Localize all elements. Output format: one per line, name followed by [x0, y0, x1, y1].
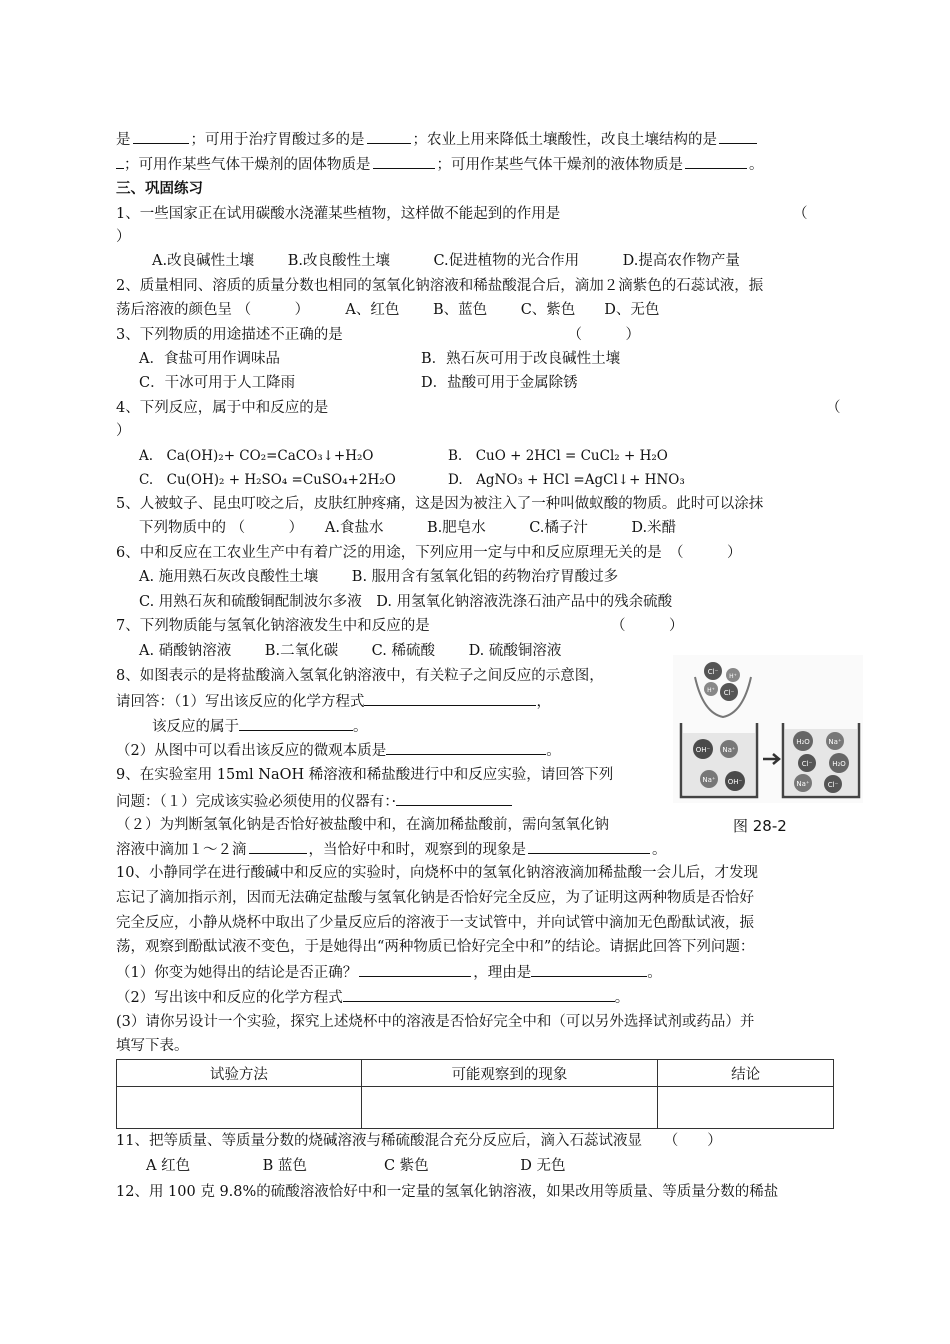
table-header-conclusion: 结论	[658, 1060, 834, 1087]
answer-blank[interactable]	[386, 740, 546, 755]
ion-label: H⁺	[729, 673, 737, 680]
intro-line-2	[116, 154, 764, 175]
q10-text: 。	[614, 990, 630, 1006]
answer-blank[interactable]	[239, 716, 353, 731]
q2-line-1: 2、质量相同、溶质的质量分数也相同的氢氧化钠溶液和稀盐酸混合后，滴加２滴紫色的石蕊试液，振	[116, 278, 764, 294]
ion-h-top-2	[704, 682, 718, 696]
q8-line-3	[152, 716, 368, 737]
table-cell-method[interactable]	[117, 1087, 362, 1129]
answer-blank[interactable]	[528, 839, 650, 854]
q11-stem: 11、把等质量、等质量分数的烧碱溶液与稀硫酸混合充分反应后，滴入石蕊试液显 （ ）	[116, 1133, 722, 1149]
q8-line-2	[116, 691, 551, 712]
q5-line-2: 下列物质中的 （ ） A.食盐水 B.肥皂水 C.橘子汁 D.米醋	[139, 520, 677, 536]
q9-text: 溶液中滴加１～２滴	[116, 842, 247, 858]
q10-text: （2）写出该中和反应的化学方程式	[116, 990, 343, 1006]
arrow-right-icon	[763, 754, 779, 764]
reaction-diagram	[673, 655, 863, 803]
table-cell-conclusion[interactable]	[658, 1087, 834, 1129]
q8-text: 该反应的属于	[152, 719, 239, 735]
q4-option-a: A. Ca(OH)₂+ CO₂=CaCO₃↓+H₂O	[139, 448, 374, 464]
ion-label: Na⁺	[702, 776, 716, 784]
answer-blank[interactable]	[685, 154, 747, 169]
answer-blank[interactable]	[396, 791, 512, 806]
q1-paren-close: ）	[116, 229, 131, 245]
q10-line-2: 忘记了滴加指示剂，因而无法确定盐酸与氢氧化钠是否恰好完全反应，为了证明这两种物质是否恰好	[116, 890, 754, 906]
q8-text: 。	[546, 743, 561, 759]
intro-text: 。	[749, 157, 764, 173]
q8-line-1: 8、如图表示的是将盐酸滴入氢氧化钠溶液中，有关粒子之间反应的示意图，	[116, 668, 604, 684]
q5-line-1: 5、人被蚊子、昆虫叮咬之后，皮肤红肿疼痛，这是因为被注入了一种叫做蚁酸的物质。此时可以涂抹	[116, 496, 764, 512]
q2-line-2: 荡后溶液的颜色呈 （ ） A、红色 B、蓝色 C、紫色 D、无色	[116, 302, 660, 318]
q7-options: A. 硝酸钠溶液 B.二氧化碳 C. 稀硫酸 D. 硫酸铜溶液	[139, 643, 562, 659]
ion-label: Na⁺	[722, 746, 736, 754]
q10-line-4: 荡，观察到酚酞试液不变色，于是她得出“两种物质已恰好完全中和”的结论。请据此回答下列问题：	[116, 939, 755, 955]
ion-cl-top-1	[704, 662, 722, 680]
ion-label: H⁺	[707, 687, 715, 694]
q4-option-c: C. Cu(OH)₂ + H₂SO₄ =CuSO₄+2H₂O	[139, 472, 396, 488]
answer-blank[interactable]	[359, 962, 471, 977]
ion-label: Na⁺	[796, 780, 810, 788]
intro-line-1	[116, 129, 759, 150]
q10-text: 。	[647, 965, 662, 981]
top-ion-group	[704, 662, 740, 701]
q10-part-1	[116, 962, 662, 983]
ion-label: Na⁺	[828, 738, 842, 746]
answer-blank[interactable]	[116, 154, 124, 169]
intro-text: ；可用于治疗胃酸过多的是	[190, 132, 365, 148]
intro-text: ；可用作某些气体干燥剂的固体物质是	[124, 157, 371, 173]
q1-options: A.改良碱性土壤 B.改良酸性土壤 C.促进植物的光合作用 D.提高农作物产量	[152, 253, 740, 269]
q11-options: A 红色 B 蓝色 C 紫色 D 无色	[146, 1158, 566, 1174]
q8-text: 请回答：（1）写出该反应的化学方程式	[116, 694, 365, 710]
ion-cl-top-2	[720, 683, 738, 701]
q10-part-2	[116, 987, 629, 1008]
q8-line-4	[116, 740, 561, 761]
table-header-phenomenon: 可能观察到的现象	[361, 1060, 658, 1087]
q7-stem: 7、下列物质能与氢氧化钠溶液发生中和反应的是 （ ）	[116, 618, 684, 634]
q9-line-1: 9、在实验室用 15ml NaOH 稀溶液和稀盐酸进行中和反应实验，请回答下列	[116, 767, 614, 783]
q9-line-3: （２）为判断氢氧化钠是否恰好被盐酸中和，在滴加稀盐酸前，需向氢氧化钠	[116, 817, 609, 833]
q1-stem: 1、一些国家正在试用碳酸水浇灌某些植物，这样做不能起到的作用是	[116, 206, 561, 222]
answer-blank[interactable]	[133, 129, 189, 144]
ion-h-top-1	[726, 668, 740, 682]
q8-text: （2）从图中可以看出该反应的微观本质是	[116, 743, 387, 759]
answer-blank[interactable]	[373, 154, 435, 169]
figure-caption: 图 28-2	[733, 817, 787, 835]
ion-label: Cl⁻	[801, 760, 813, 768]
q10-part-3-line-1: (3）请你另设计一个实验，探究上述烧杯中的溶液是否恰好完全中和（可以另外选择试剂或药品）并	[116, 1014, 755, 1030]
intro-text: ；可用作某些气体干燥剂的液体物质是	[436, 157, 683, 173]
answer-blank[interactable]	[343, 987, 615, 1002]
q10-text: （1）你变为她得出的结论是否正确？	[116, 965, 358, 981]
q9-text: 。	[652, 842, 667, 858]
q10-line-1: 10、小静同学在进行酸碱中和反应的实验时，向烧杯中的氢氧化钠溶液滴加稀盐酸一会儿后，才发现	[116, 865, 758, 881]
ion-label: Cl⁻	[723, 689, 735, 697]
table-header-method: 试验方法	[117, 1060, 362, 1087]
experiment-table	[116, 1059, 834, 1129]
q9-line-4	[116, 839, 667, 860]
q3-option-c: C．干冰可用于人工降雨	[139, 375, 296, 391]
answer-blank[interactable]	[364, 691, 536, 706]
q10-part-3-line-2: 填写下表。	[116, 1038, 189, 1054]
q4-paren-open: （	[826, 400, 841, 416]
answer-blank[interactable]	[531, 962, 647, 977]
q6-options-ab: A. 施用熟石灰改良酸性土壤 B. 服用含有氢氧化铝的药物治疗胃酸过多	[139, 569, 619, 585]
ion-label: H₂O	[832, 760, 846, 768]
ion-label: OH⁻	[695, 746, 711, 754]
q8-text: 。	[353, 719, 368, 735]
ion-label: H₂O	[796, 738, 810, 746]
q9-line-2	[116, 791, 512, 812]
ion-label: Cl⁻	[707, 668, 719, 676]
q12-line-1: 12、用 100 克 9.8%的硫酸溶液恰好中和一定量的氢氧化钠溶液，如果改用等质量、等质量分数的稀盐	[116, 1184, 779, 1200]
answer-blank[interactable]	[367, 129, 411, 144]
answer-blank[interactable]	[719, 129, 757, 144]
section-title: 三、巩固练习	[116, 181, 203, 197]
q4-option-b: B. CuO + 2HCl = CuCl₂ + H₂O	[448, 448, 668, 464]
q6-stem: 6、中和反应在工农业生产中有着广泛的用途，下列应用一定与中和反应原理无关的是 （ ）	[116, 545, 742, 561]
q3-option-a: A．食盐可用作调味品	[139, 351, 280, 367]
table-cell-phenomenon[interactable]	[361, 1087, 658, 1129]
answer-blank[interactable]	[249, 839, 307, 854]
q3-option-d: D．盐酸可用于金属除锈	[421, 375, 578, 391]
q10-text: ，理由是	[473, 965, 532, 981]
q3-stem: 3、下列物质的用途描述不正确的是 （ ）	[116, 327, 640, 343]
table-header-row	[117, 1060, 834, 1087]
q9-text: ，当恰好中和时，观察到的现象是	[308, 842, 526, 858]
ion-label: Cl⁻	[827, 781, 839, 789]
q1-paren-open: （	[793, 206, 808, 222]
q10-line-3: 完全反应，小静从烧杯中取出了少量反应后的溶液于一支试管中，并向试管中滴加无色酚酞试液，振	[116, 915, 754, 931]
table-row	[117, 1087, 834, 1129]
q6-options-cd: C. 用熟石灰和硫酸铜配制波尔多液 D. 用氢氧化钠溶液洗涤石油产品中的残余硫酸	[139, 594, 673, 610]
q3-option-b: B．熟石灰可用于改良碱性土壤	[421, 351, 621, 367]
ion-label: OH⁻	[727, 778, 743, 786]
q8-text: ，	[536, 694, 551, 710]
q4-stem: 4、下列反应，属于中和反应的是	[116, 400, 329, 416]
intro-text: ；农业上用来降低土壤酸性，改良土壤结构的是	[412, 132, 717, 148]
q4-option-d: D. AgNO₃ + HCl =AgCl↓+ HNO₃	[448, 472, 685, 488]
q9-text: 问题：（１）完成该实验必须使用的仪器有：·	[116, 794, 397, 810]
intro-text: 是	[116, 132, 131, 148]
q4-paren-close: ）	[116, 423, 131, 439]
